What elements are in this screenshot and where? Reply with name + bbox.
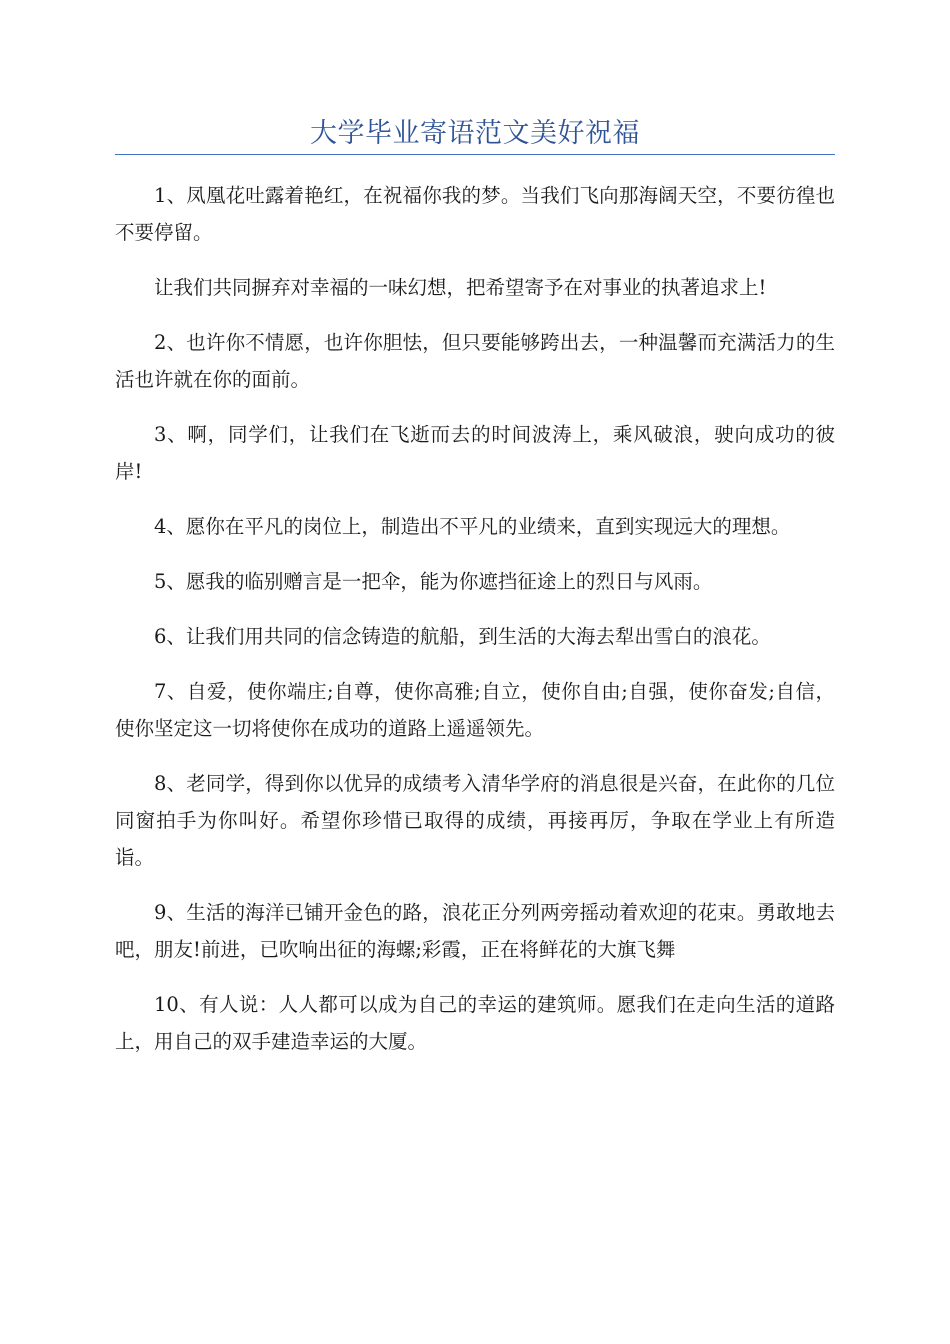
paragraph: 让我们共同摒弃对幸福的一味幻想，把希望寄予在对事业的执著追求上!: [154, 276, 767, 299]
paragraph: 1、凤凰花吐露着艳红，在祝福你我的梦。当我们飞向那海阔天空，不要彷徨也不要停留。: [115, 184, 835, 244]
paragraph: 6、让我们用共同的信念铸造的航船，到生活的大海去犁出雪白的浪花。: [154, 625, 771, 648]
paragraph: 4、愿你在平凡的岗位上，制造出不平凡的业绩来，直到实现远大的理想。: [154, 515, 791, 538]
paragraph: 9、生活的海洋已铺开金色的路，浪花正分列两旁摇动着欢迎的花束。勇敢地去吧，朋友!前进，已吹响出征的海螺;彩霞，正在将鲜花的大旗飞舞: [115, 901, 835, 961]
paragraph: 7、自爱，使你端庄;自尊，使你高雅;自立，使你自由;自强，使你奋发;自信，使你坚定这一切将使你在成功的道路上遥遥领先。: [115, 680, 835, 740]
paragraph: 10、有人说：人人都可以成为自己的幸运的建筑师。愿我们在走向生活的道路上，用自己的双手建造幸运的大厦。: [115, 993, 835, 1053]
document-title: 大学毕业寄语范文美好祝福: [310, 118, 640, 149]
document-body: [115, 177, 835, 1060]
paragraph: 8、老同学，得到你以优异的成绩考入清华学府的消息很是兴奋，在此你的几位同窗拍手为你叫好。希望你珍惜已取得的成绩，再接再厉，争取在学业上有所造诣。: [115, 772, 835, 869]
paragraph: 5、愿我的临别赠言是一把伞，能为你遮挡征途上的烈日与风雨。: [154, 570, 713, 593]
title-divider: [115, 154, 835, 155]
document-page: [115, 0, 835, 1078]
paragraph: 2、也许你不情愿，也许你胆怯，但只要能够跨出去，一种温馨而充满活力的生活也许就在你的面前。: [115, 331, 835, 391]
paragraph: 3、啊，同学们，让我们在飞逝而去的时间波涛上，乘风破浪，驶向成功的彼岸!: [115, 423, 835, 483]
